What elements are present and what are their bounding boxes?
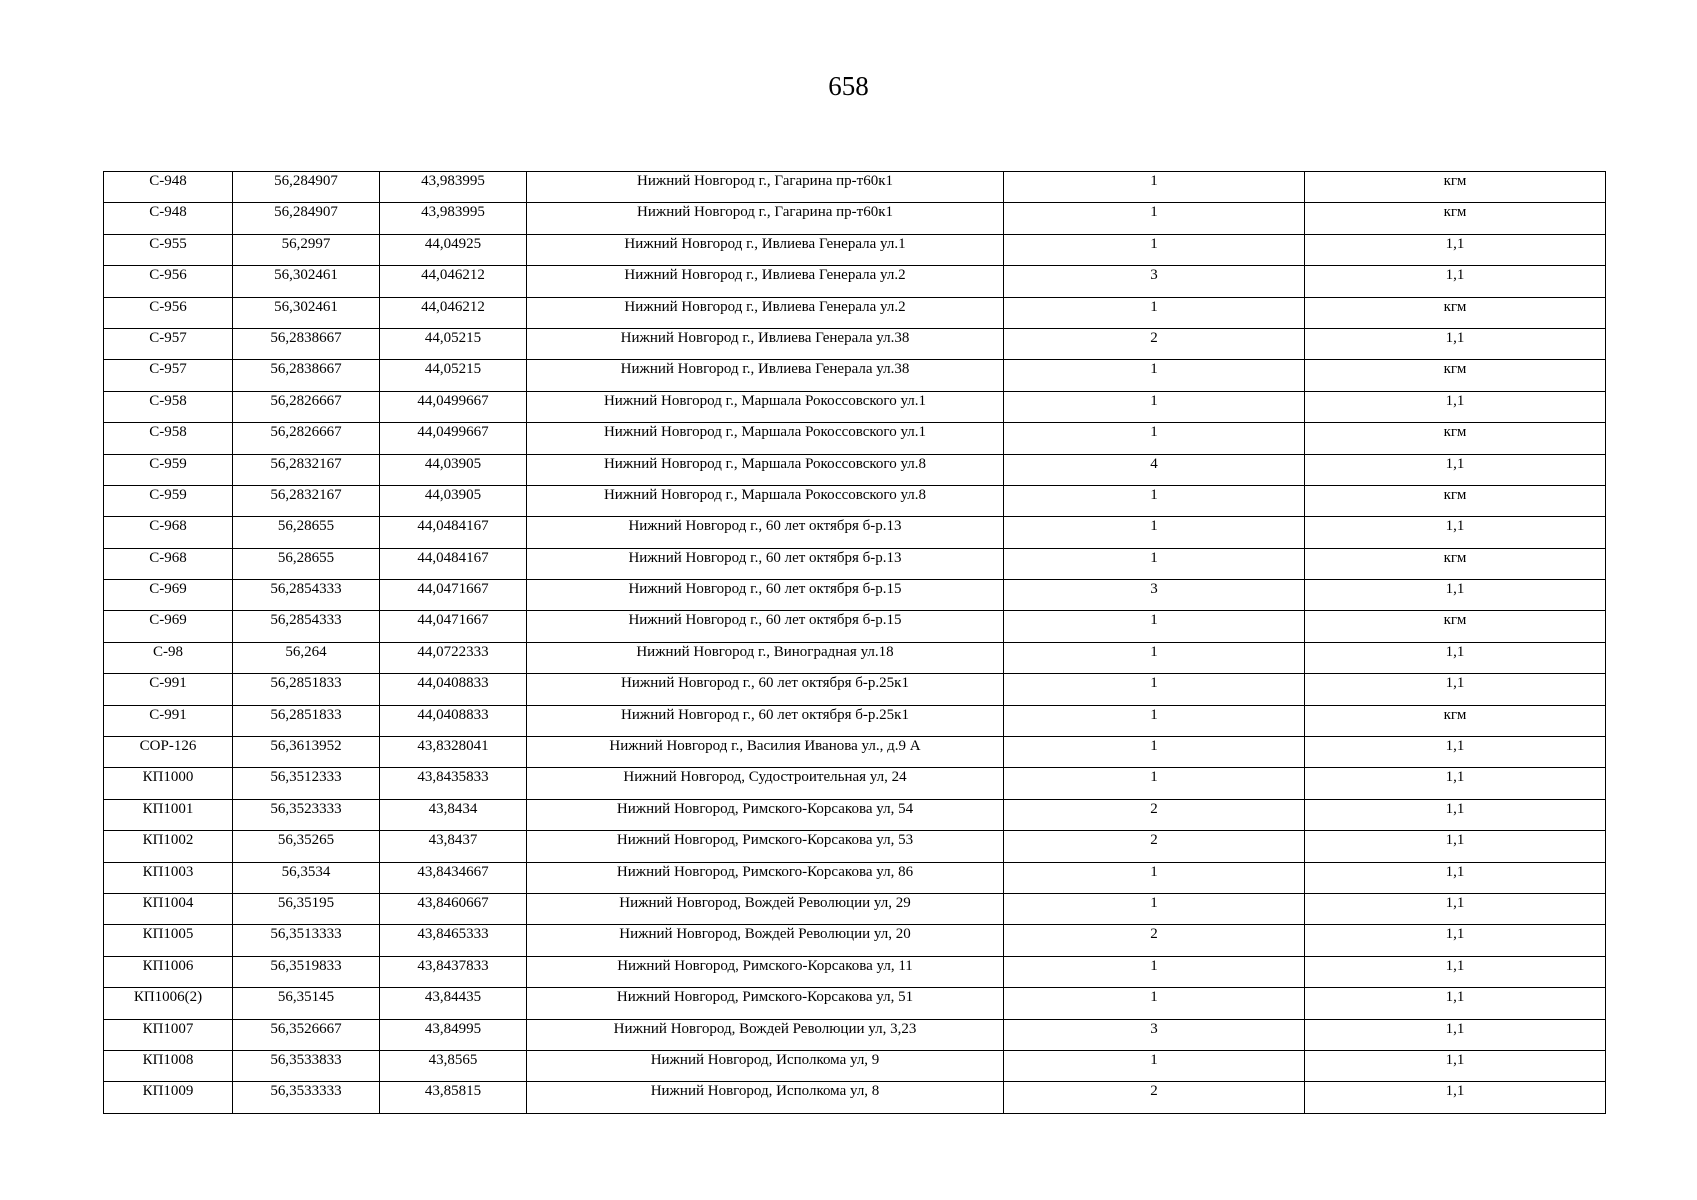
count-cell: 1	[1004, 548, 1305, 579]
longitude-cell: 44,0408833	[380, 674, 527, 705]
count-cell: 2	[1004, 1082, 1305, 1113]
point-id-cell: КП1006(2)	[104, 988, 233, 1019]
address-cell: Нижний Новгород г., Ивлиева Генерала ул.1	[527, 234, 1004, 265]
table-row	[104, 674, 1606, 705]
address-cell: Нижний Новгород г., 60 лет октября б-р.15	[527, 580, 1004, 611]
type-cell: 1,1	[1305, 862, 1606, 893]
table-row	[104, 517, 1606, 548]
address-cell: Нижний Новгород г., Гагарина пр-т60к1	[527, 172, 1004, 203]
address-cell: Нижний Новгород, Исполкома ул, 9	[527, 1050, 1004, 1081]
latitude-cell: 56,3519833	[233, 956, 380, 987]
longitude-cell: 44,046212	[380, 297, 527, 328]
count-cell: 1	[1004, 360, 1305, 391]
table-row	[104, 862, 1606, 893]
table-row	[104, 737, 1606, 768]
type-cell: кгм	[1305, 423, 1606, 454]
point-id-cell: СОР-126	[104, 737, 233, 768]
longitude-cell: 43,8565	[380, 1050, 527, 1081]
type-cell: 1,1	[1305, 1050, 1606, 1081]
longitude-cell: 43,8328041	[380, 737, 527, 768]
type-cell: 1,1	[1305, 234, 1606, 265]
table-row	[104, 768, 1606, 799]
latitude-cell: 56,2832167	[233, 485, 380, 516]
longitude-cell: 44,03905	[380, 454, 527, 485]
address-cell: Нижний Новгород г., Виноградная ул.18	[527, 642, 1004, 673]
table-row	[104, 548, 1606, 579]
longitude-cell: 44,0484167	[380, 517, 527, 548]
type-cell: 1,1	[1305, 799, 1606, 830]
point-id-cell: С-959	[104, 485, 233, 516]
point-id-cell: С-959	[104, 454, 233, 485]
type-cell: 1,1	[1305, 893, 1606, 924]
address-cell: Нижний Новгород, Вождей Революции ул, 3,23	[527, 1019, 1004, 1050]
point-id-cell: КП1008	[104, 1050, 233, 1081]
table-row	[104, 1050, 1606, 1081]
point-id-cell: С-969	[104, 580, 233, 611]
longitude-cell: 43,983995	[380, 172, 527, 203]
address-cell: Нижний Новгород г., 60 лет октября б-р.13	[527, 548, 1004, 579]
longitude-cell: 44,0484167	[380, 548, 527, 579]
table-row	[104, 831, 1606, 862]
latitude-cell: 56,264	[233, 642, 380, 673]
table-row	[104, 297, 1606, 328]
address-cell: Нижний Новгород г., Маршала Рокоссовского ул.8	[527, 485, 1004, 516]
latitude-cell: 56,2997	[233, 234, 380, 265]
table-row	[104, 580, 1606, 611]
latitude-cell: 56,28655	[233, 548, 380, 579]
longitude-cell: 43,8460667	[380, 893, 527, 924]
latitude-cell: 56,3533333	[233, 1082, 380, 1113]
longitude-cell: 44,0471667	[380, 580, 527, 611]
type-cell: 1,1	[1305, 956, 1606, 987]
point-id-cell: С-969	[104, 611, 233, 642]
table-row	[104, 642, 1606, 673]
count-cell: 1	[1004, 674, 1305, 705]
latitude-cell: 56,2826667	[233, 391, 380, 422]
type-cell: 1,1	[1305, 768, 1606, 799]
longitude-cell: 44,03905	[380, 485, 527, 516]
latitude-cell: 56,2838667	[233, 328, 380, 359]
point-id-cell: КП1005	[104, 925, 233, 956]
type-cell: 1,1	[1305, 580, 1606, 611]
type-cell: 1,1	[1305, 831, 1606, 862]
table-row	[104, 988, 1606, 1019]
latitude-cell: 56,284907	[233, 172, 380, 203]
point-id-cell: КП1004	[104, 893, 233, 924]
address-cell: Нижний Новгород г., Ивлиева Генерала ул.38	[527, 328, 1004, 359]
count-cell: 1	[1004, 517, 1305, 548]
count-cell: 1	[1004, 705, 1305, 736]
longitude-cell: 43,84435	[380, 988, 527, 1019]
address-cell: Нижний Новгород, Римского-Корсакова ул, 54	[527, 799, 1004, 830]
count-cell: 1	[1004, 956, 1305, 987]
point-id-cell: КП1006	[104, 956, 233, 987]
type-cell: 1,1	[1305, 266, 1606, 297]
count-cell: 1	[1004, 862, 1305, 893]
type-cell: кгм	[1305, 203, 1606, 234]
count-cell: 1	[1004, 768, 1305, 799]
table-row	[104, 266, 1606, 297]
longitude-cell: 44,0408833	[380, 705, 527, 736]
type-cell: кгм	[1305, 548, 1606, 579]
type-cell: кгм	[1305, 360, 1606, 391]
table-row	[104, 234, 1606, 265]
longitude-cell: 44,05215	[380, 328, 527, 359]
latitude-cell: 56,2851833	[233, 705, 380, 736]
table-row	[104, 1082, 1606, 1113]
point-id-cell: С-955	[104, 234, 233, 265]
type-cell: 1,1	[1305, 988, 1606, 1019]
count-cell: 1	[1004, 642, 1305, 673]
count-cell: 3	[1004, 580, 1305, 611]
address-cell: Нижний Новгород, Римского-Корсакова ул, 53	[527, 831, 1004, 862]
type-cell: 1,1	[1305, 391, 1606, 422]
latitude-cell: 56,2838667	[233, 360, 380, 391]
address-cell: Нижний Новгород г., Маршала Рокоссовского ул.1	[527, 391, 1004, 422]
longitude-cell: 43,983995	[380, 203, 527, 234]
address-cell: Нижний Новгород, Судостроительная ул, 24	[527, 768, 1004, 799]
point-id-cell: КП1000	[104, 768, 233, 799]
count-cell: 2	[1004, 925, 1305, 956]
table-row	[104, 391, 1606, 422]
latitude-cell: 56,2851833	[233, 674, 380, 705]
count-cell: 1	[1004, 391, 1305, 422]
latitude-cell: 56,35265	[233, 831, 380, 862]
address-cell: Нижний Новгород г., Гагарина пр-т60к1	[527, 203, 1004, 234]
point-id-cell: С-991	[104, 674, 233, 705]
count-cell: 1	[1004, 737, 1305, 768]
address-cell: Нижний Новгород г., Василия Иванова ул., д.9 А	[527, 737, 1004, 768]
table-row	[104, 611, 1606, 642]
count-cell: 2	[1004, 328, 1305, 359]
address-cell: Нижний Новгород г., Маршала Рокоссовского ул.1	[527, 423, 1004, 454]
table-row	[104, 360, 1606, 391]
table-row	[104, 423, 1606, 454]
count-cell: 3	[1004, 266, 1305, 297]
count-cell: 1	[1004, 485, 1305, 516]
count-cell: 1	[1004, 1050, 1305, 1081]
type-cell: кгм	[1305, 611, 1606, 642]
latitude-cell: 56,2854333	[233, 611, 380, 642]
point-id-cell: С-957	[104, 360, 233, 391]
point-id-cell: С-948	[104, 172, 233, 203]
longitude-cell: 43,8434667	[380, 862, 527, 893]
latitude-cell: 56,2826667	[233, 423, 380, 454]
address-cell: Нижний Новгород г., Ивлиева Генерала ул.2	[527, 266, 1004, 297]
type-cell: кгм	[1305, 297, 1606, 328]
data-table	[103, 171, 1606, 1114]
point-id-cell: КП1007	[104, 1019, 233, 1050]
latitude-cell: 56,302461	[233, 266, 380, 297]
type-cell: 1,1	[1305, 1082, 1606, 1113]
count-cell: 1	[1004, 172, 1305, 203]
table-row	[104, 956, 1606, 987]
latitude-cell: 56,28655	[233, 517, 380, 548]
point-id-cell: С-968	[104, 548, 233, 579]
latitude-cell: 56,3613952	[233, 737, 380, 768]
longitude-cell: 43,8465333	[380, 925, 527, 956]
point-id-cell: С-956	[104, 297, 233, 328]
table-row	[104, 328, 1606, 359]
latitude-cell: 56,3534	[233, 862, 380, 893]
longitude-cell: 43,8434	[380, 799, 527, 830]
point-id-cell: С-991	[104, 705, 233, 736]
longitude-cell: 44,04925	[380, 234, 527, 265]
count-cell: 1	[1004, 203, 1305, 234]
latitude-cell: 56,3512333	[233, 768, 380, 799]
table-body	[104, 172, 1606, 1114]
table-row	[104, 705, 1606, 736]
address-cell: Нижний Новгород г., Ивлиева Генерала ул.2	[527, 297, 1004, 328]
type-cell: 1,1	[1305, 1019, 1606, 1050]
longitude-cell: 43,8437833	[380, 956, 527, 987]
latitude-cell: 56,3513333	[233, 925, 380, 956]
longitude-cell: 43,85815	[380, 1082, 527, 1113]
longitude-cell: 43,8437	[380, 831, 527, 862]
type-cell: 1,1	[1305, 925, 1606, 956]
type-cell: 1,1	[1305, 737, 1606, 768]
type-cell: 1,1	[1305, 454, 1606, 485]
table-row	[104, 485, 1606, 516]
count-cell: 1	[1004, 988, 1305, 1019]
address-cell: Нижний Новгород г., 60 лет октября б-р.25к1	[527, 705, 1004, 736]
count-cell: 1	[1004, 423, 1305, 454]
table-row	[104, 454, 1606, 485]
count-cell: 2	[1004, 799, 1305, 830]
count-cell: 1	[1004, 234, 1305, 265]
type-cell: 1,1	[1305, 642, 1606, 673]
address-cell: Нижний Новгород, Вождей Революции ул, 20	[527, 925, 1004, 956]
address-cell: Нижний Новгород, Римского-Корсакова ул, 86	[527, 862, 1004, 893]
longitude-cell: 44,05215	[380, 360, 527, 391]
latitude-cell: 56,3526667	[233, 1019, 380, 1050]
table-row	[104, 925, 1606, 956]
type-cell: 1,1	[1305, 674, 1606, 705]
latitude-cell: 56,3523333	[233, 799, 380, 830]
point-id-cell: С-958	[104, 391, 233, 422]
address-cell: Нижний Новгород г., Ивлиева Генерала ул.38	[527, 360, 1004, 391]
latitude-cell: 56,284907	[233, 203, 380, 234]
count-cell: 2	[1004, 831, 1305, 862]
point-id-cell: С-948	[104, 203, 233, 234]
table-row	[104, 1019, 1606, 1050]
count-cell: 3	[1004, 1019, 1305, 1050]
address-cell: Нижний Новгород г., 60 лет октября б-р.13	[527, 517, 1004, 548]
type-cell: кгм	[1305, 485, 1606, 516]
count-cell: 1	[1004, 893, 1305, 924]
address-cell: Нижний Новгород г., 60 лет октября б-р.25к1	[527, 674, 1004, 705]
address-cell: Нижний Новгород, Римского-Корсакова ул, 51	[527, 988, 1004, 1019]
longitude-cell: 44,046212	[380, 266, 527, 297]
longitude-cell: 44,0471667	[380, 611, 527, 642]
page-number: 658	[828, 71, 869, 101]
longitude-cell: 44,0722333	[380, 642, 527, 673]
table-row	[104, 172, 1606, 203]
longitude-cell: 44,0499667	[380, 423, 527, 454]
latitude-cell: 56,302461	[233, 297, 380, 328]
point-id-cell: С-957	[104, 328, 233, 359]
longitude-cell: 43,8435833	[380, 768, 527, 799]
point-id-cell: С-98	[104, 642, 233, 673]
count-cell: 1	[1004, 611, 1305, 642]
address-cell: Нижний Новгород г., Маршала Рокоссовского ул.8	[527, 454, 1004, 485]
table-row	[104, 799, 1606, 830]
address-cell: Нижний Новгород, Исполкома ул, 8	[527, 1082, 1004, 1113]
latitude-cell: 56,2854333	[233, 580, 380, 611]
address-cell: Нижний Новгород г., 60 лет октября б-р.15	[527, 611, 1004, 642]
latitude-cell: 56,35145	[233, 988, 380, 1019]
latitude-cell: 56,35195	[233, 893, 380, 924]
latitude-cell: 56,3533833	[233, 1050, 380, 1081]
type-cell: кгм	[1305, 705, 1606, 736]
table-row	[104, 203, 1606, 234]
point-id-cell: КП1001	[104, 799, 233, 830]
point-id-cell: КП1003	[104, 862, 233, 893]
count-cell: 4	[1004, 454, 1305, 485]
point-id-cell: КП1009	[104, 1082, 233, 1113]
point-id-cell: КП1002	[104, 831, 233, 862]
point-id-cell: С-956	[104, 266, 233, 297]
type-cell: 1,1	[1305, 517, 1606, 548]
address-cell: Нижний Новгород, Вождей Революции ул, 29	[527, 893, 1004, 924]
type-cell: 1,1	[1305, 328, 1606, 359]
latitude-cell: 56,2832167	[233, 454, 380, 485]
longitude-cell: 43,84995	[380, 1019, 527, 1050]
address-cell: Нижний Новгород, Римского-Корсакова ул, 11	[527, 956, 1004, 987]
table-row	[104, 893, 1606, 924]
point-id-cell: С-968	[104, 517, 233, 548]
point-id-cell: С-958	[104, 423, 233, 454]
count-cell: 1	[1004, 297, 1305, 328]
longitude-cell: 44,0499667	[380, 391, 527, 422]
type-cell: кгм	[1305, 172, 1606, 203]
